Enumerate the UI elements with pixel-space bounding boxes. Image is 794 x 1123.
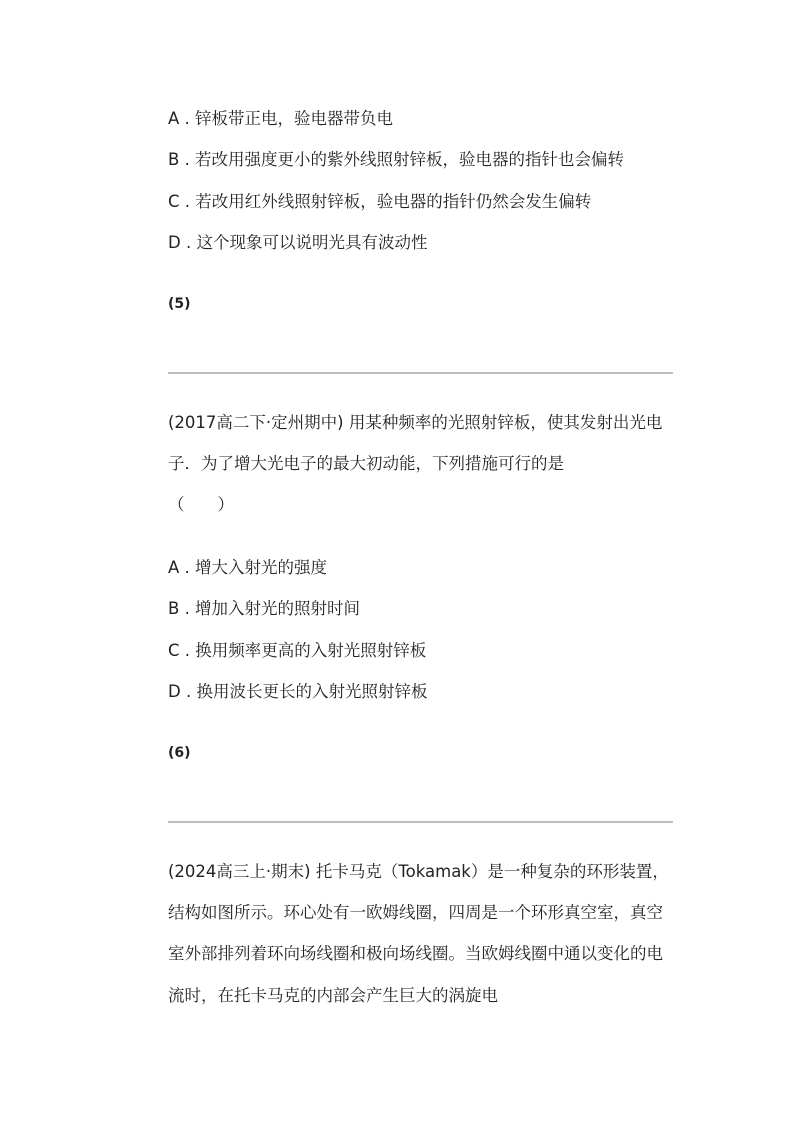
option-d: D . 换用波长更长的入射光照射锌板: [168, 682, 428, 701]
divider: [168, 372, 673, 374]
question-source: (2017高二下·定州期中): [168, 413, 344, 432]
option-c: C . 换用频率更高的入射光照射锌板: [168, 641, 427, 660]
question-source: (2024高三上·期末): [168, 862, 311, 881]
option-b: B . 若改用强度更小的紫外线照射锌板，验电器的指针也会偏转: [168, 150, 625, 169]
question-number: (5): [168, 296, 191, 312]
question-stem: [168, 402, 674, 526]
divider: [168, 821, 673, 823]
option-c: C . 若改用红外线照射锌板，验电器的指针仍然会发生偏转: [168, 192, 592, 211]
option-d: D . 这个现象可以说明光具有波动性: [168, 233, 428, 252]
question-number: (6): [168, 745, 191, 761]
answer-blank: （ ）: [168, 495, 234, 515]
option-a: A . 锌板带正电，验电器带负电: [168, 109, 394, 128]
question-text: 托卡马克（Tokamak）是一种复杂的环形装置，结构如图所示。环心处有一欧姆线圈，四周是一个环形真空室，真空室外部排列着环向场线圈和极向场线圈。当欧姆线圈中通以变化的电流时，在托卡马克的内部会产生巨大的涡旋电: [168, 862, 669, 1005]
option-a: A . 增大入射光的强度: [168, 558, 328, 577]
question-stem: [168, 851, 674, 1016]
option-b: B . 增加入射光的照射时间: [168, 599, 361, 618]
question-text: 用某种频率的光照射锌板，使其发射出光电子．为了增大光电子的最大初动能，下列措施可行的是: [168, 413, 663, 474]
